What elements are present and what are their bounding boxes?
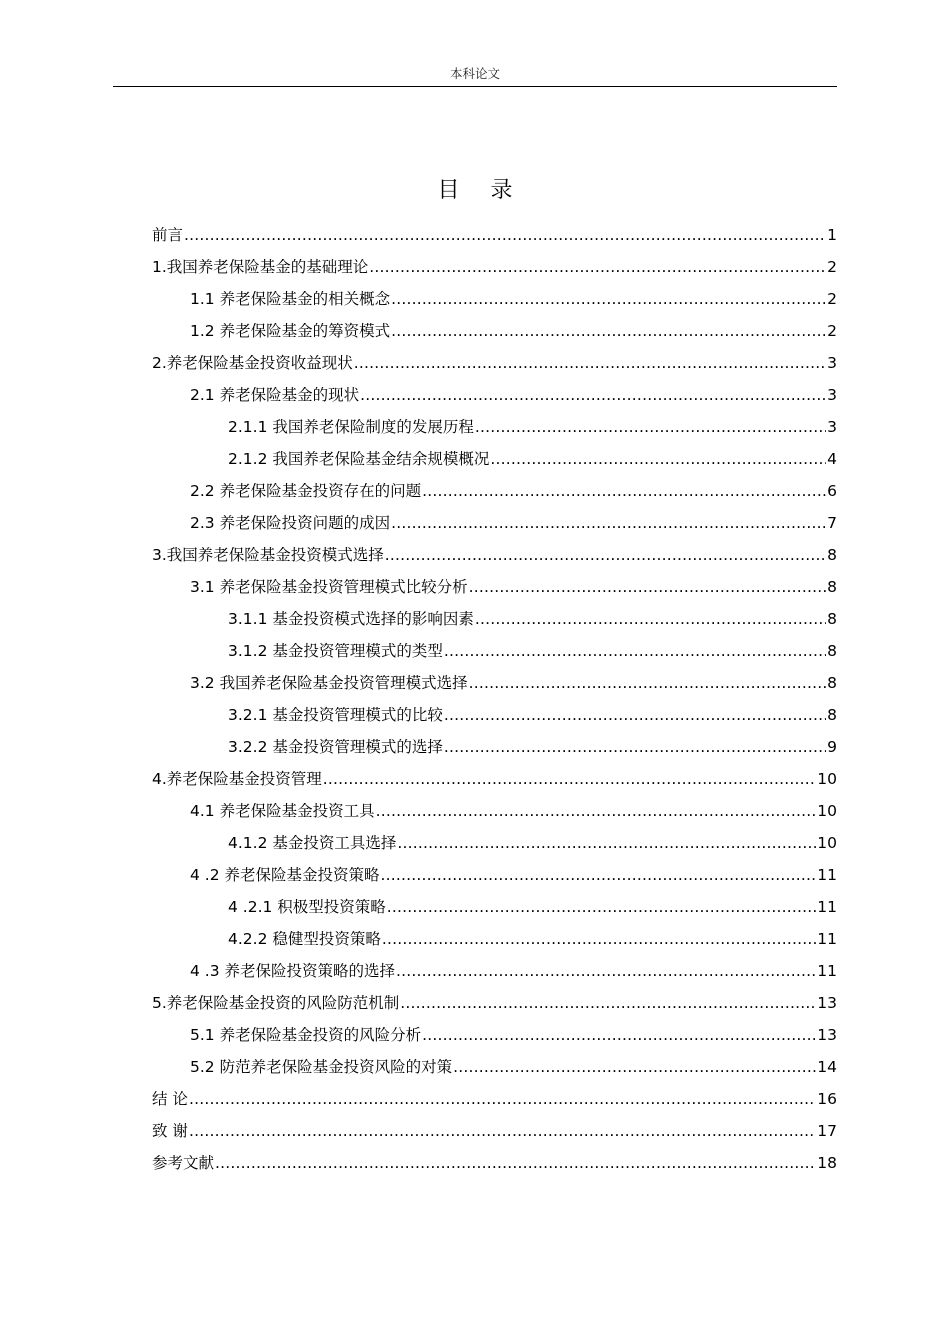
toc-entry[interactable]: [152, 539, 837, 571]
toc-entry-title: 5.1 养老保险基金投资的风险分析: [190, 1026, 422, 1044]
dot-leader: [189, 1083, 816, 1115]
toc-entry-title: 结 论: [152, 1090, 188, 1108]
toc-page-number: 2: [827, 290, 837, 308]
toc-page-number: 13: [817, 1026, 837, 1044]
toc-entry-title: 2.1 养老保险基金的现状: [190, 386, 360, 404]
toc-page-number: 10: [817, 770, 837, 788]
toc-entry[interactable]: [152, 507, 837, 539]
dot-leader: [422, 1019, 816, 1051]
toc-entry[interactable]: [152, 795, 837, 827]
toc-entry-title: 5.养老保险基金投资的风险防范机制: [152, 994, 400, 1012]
toc-entry-title: 3.2 我国养老保险基金投资管理模式选择: [190, 674, 468, 692]
dot-leader: [385, 539, 826, 571]
toc-entry[interactable]: [152, 699, 837, 731]
toc-entry-title: 1.1 养老保险基金的相关概念: [190, 290, 391, 308]
toc-entry-title: 3.1 养老保险基金投资管理模式比较分析: [190, 578, 468, 596]
toc-entry[interactable]: [152, 251, 837, 283]
toc-entry[interactable]: [152, 571, 837, 603]
toc-page-number: 10: [817, 834, 837, 852]
toc-page-number: 2: [827, 322, 837, 340]
toc-entry-title: 4 .3 养老保险投资策略的选择: [190, 962, 396, 980]
toc-entry[interactable]: [152, 1019, 837, 1051]
toc-page-number: 11: [817, 962, 837, 980]
dot-leader: [469, 571, 827, 603]
toc-entry-title: 3.2.2 基金投资管理模式的选择: [228, 738, 443, 756]
toc-entry[interactable]: [152, 731, 837, 763]
dot-leader: [444, 635, 826, 667]
dot-leader: [369, 251, 826, 283]
dot-leader: [215, 1147, 816, 1179]
toc-entry[interactable]: [152, 1051, 837, 1083]
dot-leader: [387, 891, 816, 923]
toc-entry[interactable]: [152, 827, 837, 859]
toc-page-number: 8: [827, 546, 837, 564]
toc-entry[interactable]: [152, 987, 837, 1019]
toc-page-number: 1: [827, 226, 837, 244]
dot-leader: [475, 603, 826, 635]
toc-entry[interactable]: [152, 1147, 837, 1179]
toc-page-number: 11: [817, 866, 837, 884]
toc-page-number: 14: [817, 1058, 837, 1076]
dot-leader: [490, 443, 826, 475]
dot-leader: [444, 731, 826, 763]
toc-entry-title: 前言: [152, 226, 184, 244]
toc-entry-title: 3.2.1 基金投资管理模式的比较: [228, 706, 443, 724]
toc-page-number: 18: [817, 1154, 837, 1172]
toc-entry-title: 4.1.2 基金投资工具选择: [228, 834, 397, 852]
toc-page-number: 8: [827, 706, 837, 724]
toc-page-number: 6: [827, 482, 837, 500]
dot-leader: [391, 283, 826, 315]
toc-entry-title: 3.1.2 基金投资管理模式的类型: [228, 642, 443, 660]
toc-page-number: 11: [817, 898, 837, 916]
toc-entry-title: 4 .2.1 积极型投资策略: [228, 898, 386, 916]
toc-entry-title: 2.3 养老保险投资问题的成因: [190, 514, 391, 532]
toc-entry-title: 4.2.2 稳健型投资策略: [228, 930, 381, 948]
toc-entry-title: 3.1.1 基金投资模式选择的影响因素: [228, 610, 474, 628]
toc-entry[interactable]: [152, 763, 837, 795]
toc-entry[interactable]: [152, 411, 837, 443]
toc-entry[interactable]: [152, 859, 837, 891]
toc-page-number: 8: [827, 674, 837, 692]
toc-page-number: 17: [817, 1122, 837, 1140]
toc-entry[interactable]: [152, 603, 837, 635]
toc-entry-title: 3.我国养老保险基金投资模式选择: [152, 546, 384, 564]
toc-entry[interactable]: [152, 379, 837, 411]
toc-entry-title: 1.2 养老保险基金的筹资模式: [190, 322, 391, 340]
dot-leader: [444, 699, 826, 731]
toc-entry-title: 参考文献: [152, 1154, 215, 1172]
dot-leader: [397, 827, 816, 859]
dot-leader: [400, 987, 816, 1019]
toc-entry-title: 2.1.1 我国养老保险制度的发展历程: [228, 418, 474, 436]
toc-entry[interactable]: [152, 1083, 837, 1115]
toc-entry[interactable]: [152, 891, 837, 923]
toc-page-number: 8: [827, 642, 837, 660]
dot-leader: [360, 379, 826, 411]
toc-entry[interactable]: [152, 443, 837, 475]
toc-page-number: 13: [817, 994, 837, 1012]
dot-leader: [184, 219, 826, 251]
dot-leader: [381, 859, 817, 891]
toc-entry[interactable]: [152, 955, 837, 987]
toc-entry-title: 5.2 防范养老保险基金投资风险的对策: [190, 1058, 453, 1076]
toc-page-number: 16: [817, 1090, 837, 1108]
dot-leader: [469, 667, 827, 699]
toc-page-number: 10: [817, 802, 837, 820]
toc-page-number: 8: [827, 578, 837, 596]
toc-entry-title: 4 .2 养老保险基金投资策略: [190, 866, 380, 884]
toc-entry[interactable]: [152, 219, 837, 251]
toc-entry-title: 2.1.2 我国养老保险基金结余规模概况: [228, 450, 490, 468]
dot-leader: [453, 1051, 816, 1083]
toc-entry-title: 1.我国养老保险基金的基础理论: [152, 258, 369, 276]
toc-entry-title: 致 谢: [152, 1122, 188, 1140]
toc-entry[interactable]: [152, 475, 837, 507]
toc-entry[interactable]: [152, 1115, 837, 1147]
toc-entry[interactable]: [152, 667, 837, 699]
toc-entry-title: 4.1 养老保险基金投资工具: [190, 802, 375, 820]
toc-entry-title: 4.养老保险基金投资管理: [152, 770, 322, 788]
dot-leader: [354, 347, 826, 379]
toc-page-number: 3: [827, 386, 837, 404]
toc-page-number: 2: [827, 258, 837, 276]
toc-page-number: 3: [827, 418, 837, 436]
header-rule: [113, 86, 837, 87]
toc-entry-title: 2.养老保险基金投资收益现状: [152, 354, 353, 372]
toc-page-number: 9: [827, 738, 837, 756]
toc-entry-title: 2.2 养老保险基金投资存在的问题: [190, 482, 422, 500]
toc-entry[interactable]: [152, 315, 837, 347]
dot-leader: [396, 955, 816, 987]
toc-entry[interactable]: [152, 635, 837, 667]
toc-title: 目 录: [437, 178, 525, 203]
dot-leader: [189, 1115, 816, 1147]
dot-leader: [391, 315, 826, 347]
toc-entry[interactable]: [152, 283, 837, 315]
dot-leader: [382, 923, 816, 955]
toc-page-number: 11: [817, 930, 837, 948]
dot-leader: [323, 763, 816, 795]
dot-leader: [376, 795, 817, 827]
dot-leader: [422, 475, 826, 507]
toc-entry[interactable]: [152, 923, 837, 955]
toc-page-number: 3: [827, 354, 837, 372]
toc-page-number: 4: [827, 450, 837, 468]
toc-page-number: 7: [827, 514, 837, 532]
dot-leader: [475, 411, 826, 443]
toc-entry[interactable]: [152, 347, 837, 379]
toc-page-number: 8: [827, 610, 837, 628]
table-of-contents: [152, 219, 837, 1179]
page-header: 本科论文: [449, 66, 500, 81]
dot-leader: [391, 507, 826, 539]
